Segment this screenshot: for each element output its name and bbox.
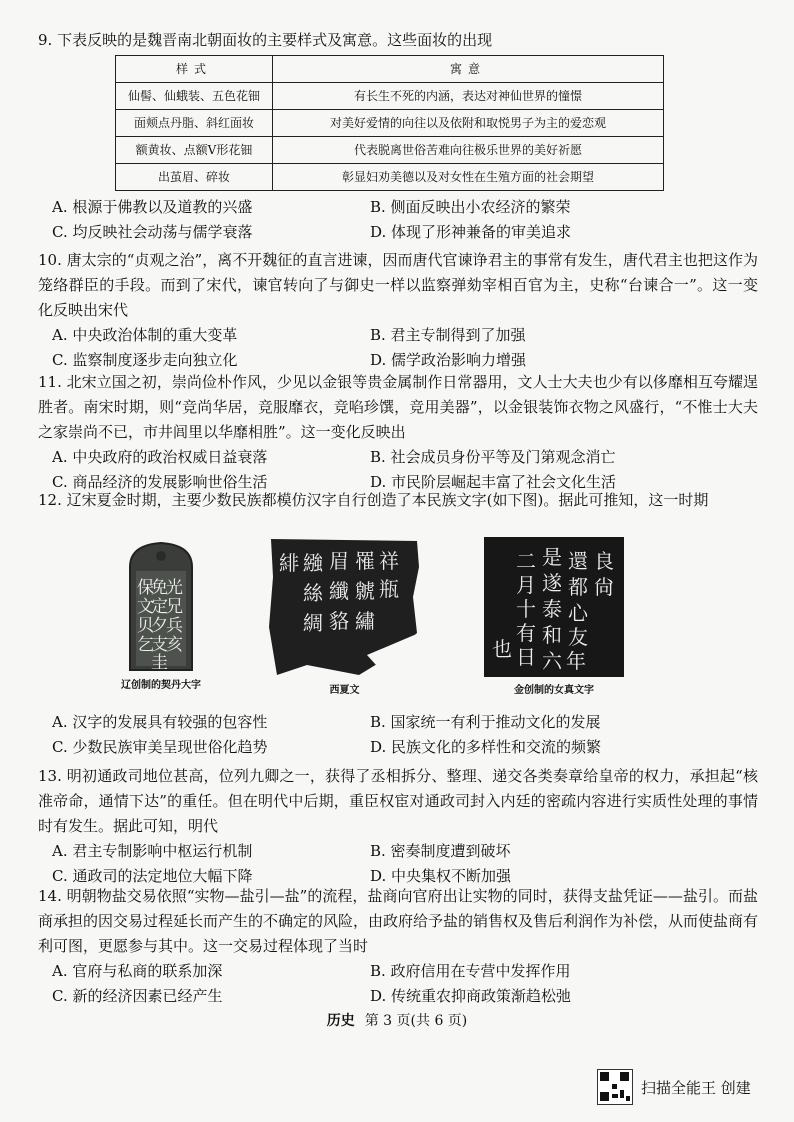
footer-page-number: 第 3 页(共 6 页) [364,1013,468,1029]
scanner-watermark [597,1069,751,1105]
jurchen-glyph: 也 [492,637,512,661]
question-14 [38,884,758,1009]
jurchen-glyph: 日 [516,645,536,669]
xixia-glyph: 綢 [303,611,323,635]
option-a: A. 根源于佛教以及道教的兴盛 [52,198,253,216]
question-10 [38,248,758,373]
option-c: C. 少数民族审美呈现世俗化趋势 [52,738,268,756]
khitan-glyph: 兵 [166,616,183,636]
jurchen-glyph: 良 [594,549,614,573]
question-9-options [52,195,758,245]
table-cell: 代表脱离世俗苦难向往极乐世界的美好祈愿 [273,137,664,164]
xixia-glyph: 貉 [329,609,349,633]
xixia-glyph: 纖 [329,579,349,603]
jurchen-glyph: 二 [516,549,536,573]
jurchen-glyph: 都 [568,575,588,599]
xixia-figure [267,537,422,696]
question-9 [38,28,758,245]
xixia-glyph: 繡 [355,609,375,633]
table-cell: 有长生不死的内涵，表达对神仙世界的憧憬 [273,83,664,110]
footer-subject: 历史 [326,1013,355,1029]
question-14-stem: 14. 明朝物盐交易依照“实物—盐引—盐”的流程，盐商向官府出让实物的同时，获得支盐凭证——盐引。而盐商承担的因交易过程延长而产生的不确定的风险，由政府给予盐的销售权及售后利润作为补偿，从而使盐商有利可图，更愿参与其中。这一交易过程体现了当时 [38,887,759,955]
makeup-table [115,55,664,191]
table-header-meaning: 寓意 [273,56,664,83]
question-13-stem: 13. 明初通政司地位甚高，位列九卿之一，获得了丞相拆分、整理、递交各类奏章给皇帝的权力，承担起“核准帝命，通情下达”的重任。但在明代中后期，重臣权宦对通政司封入内廷的密疏内容进行实质性处理的事情时有发生。据此可知，明代 [38,767,758,835]
khitan-glyph: 免 [151,578,168,598]
table-cell: 出茧眉、碎妆 [116,164,273,191]
table-row [116,137,664,164]
option-b: B. 侧面反映出小农经济的繁荣 [370,198,571,216]
table-cell: 面颊点丹脂、斜红面妆 [116,110,273,137]
jurchen-glyph: 還 [568,549,588,573]
xixia-glyph: 祥 [379,549,399,573]
jurchen-glyph: 十 [516,597,536,621]
question-10-stem: 10. 唐太宗的“贞观之治”，离不开魏征的直言进谏，因而唐代官谏诤君主的事常有发生，唐代君主也把这作为笼络群臣的手段。而到了宋代，谏官转向了与御史一样以监察弹劾宰相百官为主，史称“台谏合一”。这一变化反映出宋代 [38,251,758,319]
jurchen-glyph: 年 [566,649,586,673]
question-14-options [52,959,758,1009]
question-12-options-block [38,710,758,760]
question-11 [38,370,758,495]
question-10-options [52,323,758,373]
option-d: D. 儒学政治影响力增强 [370,351,527,369]
option-b: B. 社会成员身份平等及门第观念消亡 [370,448,616,466]
option-d: D. 民族文化的多样性和交流的频繁 [370,738,602,756]
option-c: C. 通政司的法定地位大幅下降 [52,867,253,885]
option-d: D. 中央集权不断加强 [370,867,512,885]
table-header-style: 样式 [116,56,273,83]
jurchen-glyph: 六 [542,649,562,673]
xixia-glyph: 眉 [329,549,349,573]
option-a: A. 君主专制影响中枢运行机制 [52,842,253,860]
khitan-glyph: 贝 [137,616,154,636]
khitan-caption: 辽创制的契丹大字 [121,680,201,691]
jurchen-glyph: 遂 [542,571,562,595]
jurchen-glyph: 友 [568,625,588,649]
khitan-glyph: 定 [151,597,168,617]
question-13-options [52,839,758,889]
table-cell: 仙髻、仙蛾装、五色花钿 [116,83,273,110]
question-11-stem: 11. 北宋立国之初，崇尚俭朴作风，少见以金银等贵金属制作日常器用，文人士大夫也少有以侈靡相互夸耀逞胜者。南宋时期，则“竞尚华居，竞服靡衣，竞啗珍馔，竞用美器”，以金银装饰衣物之风盛行，“不惟士大夫之家崇尚不已，市井闾里以华靡相胜”。这一变化反映出 [38,373,758,441]
table-row [116,164,664,191]
jurchen-caption: 金创制的女真文字 [514,685,594,696]
question-12-stem: 12. 辽宋夏金时期，主要少数民族都模仿汉字自行创造了本民族文字(如下图)。据此可推知，这一时期 [38,491,709,509]
jurchen-glyph: 和 [542,623,562,647]
option-c: C. 均反映社会动荡与儒学衰落 [52,223,253,241]
option-a: A. 中央政府的政治权威日益衰落 [52,448,268,466]
xixia-glyph: 罹 [355,549,375,573]
xixia-glyph: 虩 [355,579,375,603]
option-b: B. 君主专制得到了加强 [370,326,526,344]
question-13 [38,764,758,889]
question-9-stem: 9. 下表反映的是魏晋南北朝面妆的主要样式及寓意。这些面妆的出现 [38,31,493,49]
option-c: C. 新的经济因素已经产生 [52,987,223,1005]
jurchen-glyph: 泰 [542,597,562,621]
khitan-figure [112,537,210,691]
scanner-watermark-text: 扫描全能王 创建 [641,1078,751,1097]
khitan-glyph: 光 [166,578,183,598]
table-row [116,110,664,137]
table-header-row [116,56,664,83]
jurchen-figure [484,537,624,696]
khitan-glyph: 亥 [166,635,183,655]
khitan-script-image [120,537,202,672]
xixia-glyph: 瓶 [379,577,399,601]
question-12-options [52,710,758,760]
jurchen-script-image [484,537,624,677]
option-c: C. 监察制度逐步走向独立化 [52,351,238,369]
jurchen-glyph: 是 [542,545,562,569]
jurchen-glyph: 尙 [594,575,614,599]
khitan-glyph: 兄 [166,597,183,617]
khitan-glyph: 文 [137,597,154,617]
qr-code-icon [597,1069,633,1105]
khitan-glyph: 夕 [151,616,168,636]
option-d: D. 传统重农抑商政策渐趋松弛 [370,987,572,1005]
xixia-script-image [267,537,422,677]
option-c: C. 商品经济的发展影响世俗生活 [52,473,268,491]
jurchen-glyph: 有 [516,621,536,645]
xixia-caption: 西夏文 [329,685,360,696]
xixia-glyph: 繈 [303,551,323,575]
page-footer [0,1010,794,1030]
jurchen-glyph: 心 [568,601,588,625]
jurchen-glyph: 月 [516,573,536,597]
table-cell: 对美好爱情的向往以及依附和取悦男子为主的爱恋观 [273,110,664,137]
option-b: B. 密奏制度遭到破坏 [370,842,511,860]
option-b: B. 政府信用在专营中发挥作用 [370,962,571,980]
table-cell: 彰显妇劝美德以及对女性在生殖方面的社会期望 [273,164,664,191]
table-cell: 额黄妆、点额V形花钿 [116,137,273,164]
question-12 [38,488,758,513]
khitan-glyph: 圭 [151,653,168,672]
khitan-glyph: 乞 [137,635,154,655]
option-b: B. 国家统一有利于推动文化的发展 [370,713,601,731]
script-figures [112,537,642,715]
khitan-glyph: 支 [151,635,168,655]
option-d: D. 体现了形神兼备的审美追求 [370,223,572,241]
khitan-glyph: 保 [137,578,154,598]
option-d: D. 市民阶层崛起丰富了社会文化生活 [370,473,617,491]
table-row [116,83,664,110]
xixia-glyph: 緋 [279,551,299,575]
option-a: A. 汉字的发展具有较强的包容性 [52,713,268,731]
xixia-glyph: 絲 [303,581,323,605]
option-a: A. 官府与私商的联系加深 [52,962,223,980]
option-a: A. 中央政治体制的重大变革 [52,326,238,344]
